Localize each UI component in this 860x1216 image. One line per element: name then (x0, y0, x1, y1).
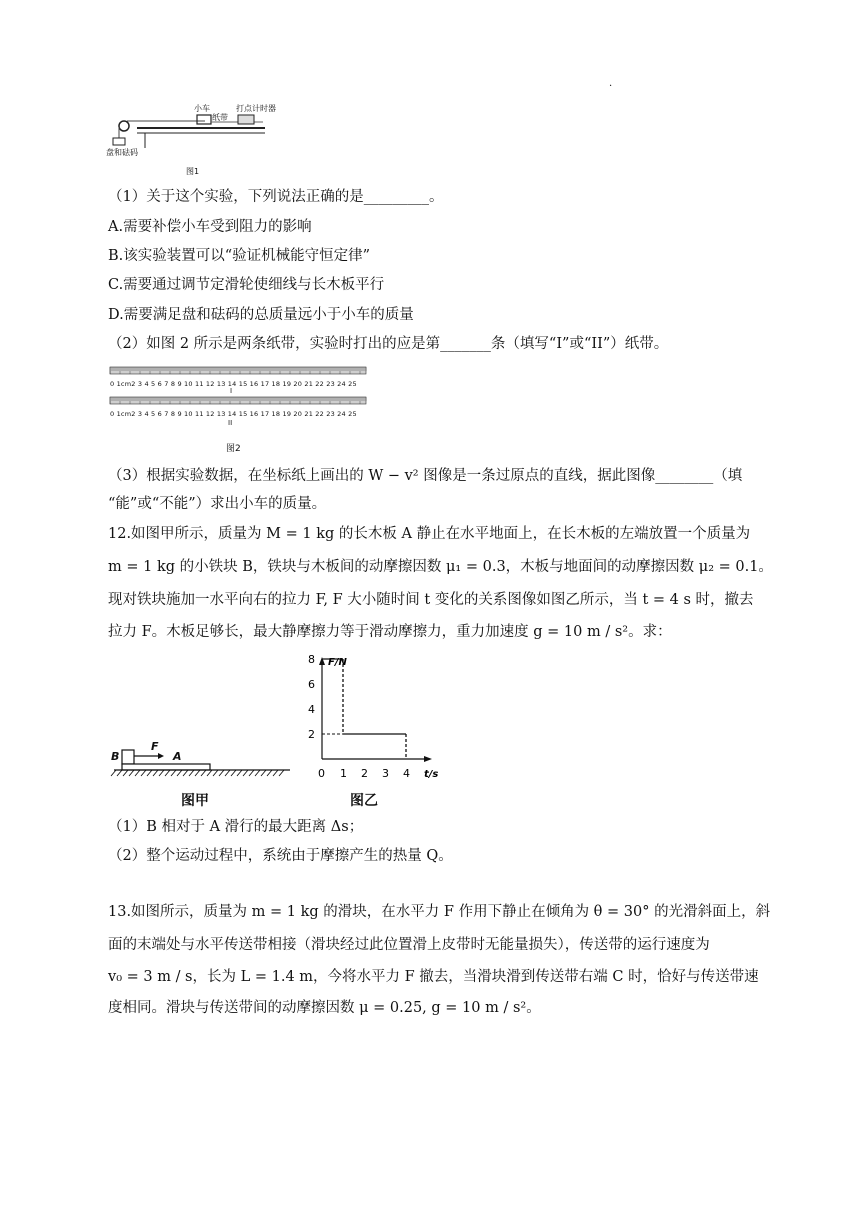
chart-ytick-label: 4 (308, 703, 315, 716)
ground-hatch (153, 770, 158, 776)
ground-hatch (165, 770, 170, 776)
fig1-label-timer: 打点计时器 (236, 104, 276, 113)
ground-hatch (279, 770, 284, 776)
q12-line1: 12.如图甲所示，质量为 M = 1 kg 的长木板 A 静止在水平地面上，在长木板的左端放置一个质量为 (108, 526, 751, 542)
q11-part2: （2）如图 2 所示是两条纸带，实验时打出的应是第_______条（填写“I”或“II”）纸带。 (108, 336, 669, 352)
chart-xtick-label: 4 (403, 767, 410, 780)
q12-line2: m = 1 kg 的小铁块 B，铁块与木板间的动摩擦因数 μ₁ = 0.3，木板与地面间的动摩擦因数 μ₂ = 0.1。 (108, 559, 773, 575)
q13-line2: 面的末端处与水平传送带相接（滑块经过此位置滑上皮带时无能量损失），传送带的运行速度为 (108, 937, 710, 953)
chart-xtick-label: 0 (318, 767, 325, 780)
ground-hatch (225, 770, 230, 776)
q11-part3-line2: “能”或“不能”）求出小车的质量。 (108, 496, 327, 512)
ground-hatch (159, 770, 164, 776)
ground-hatch (213, 770, 218, 776)
chart-x-arrow (424, 756, 432, 762)
ground-hatch (249, 770, 254, 776)
chart-y-arrow (319, 657, 325, 665)
fig2-tape-label-ii: II (228, 419, 233, 427)
fig-jia-label-a: A (173, 750, 182, 763)
q11-part1: （1）关于这个实验，下列说法正确的是_________。 (108, 189, 444, 205)
ground-hatch (135, 770, 140, 776)
ground-hatch (171, 770, 176, 776)
ground-hatch (219, 770, 224, 776)
fig-yi-caption: 图乙 (350, 793, 378, 809)
ground-hatch (273, 770, 278, 776)
q11-option-c: C.需要通过调节定滑轮使细线与长木板平行 (108, 277, 385, 293)
fig1-label-weights: 盘和砝码 (106, 148, 138, 157)
q12-sub1: （1）B 相对于 A 滑行的最大距离 Δs； (108, 819, 364, 835)
fig1-label-tape: 纸带 (212, 113, 228, 122)
ground-hatch (141, 770, 146, 776)
ground-hatch (111, 770, 116, 776)
ground-hatch (183, 770, 188, 776)
ground-hatch (123, 770, 128, 776)
ground-hatch (117, 770, 122, 776)
force-time-chart (300, 655, 440, 785)
ground-hatch (255, 770, 260, 776)
q11-part3-line1: （3）根据实验数据，在坐标纸上画出的 W − v² 图像是一条过原点的直线，据此图像________（填 (108, 468, 743, 484)
figure-jia-drawing (110, 740, 300, 780)
fig1-label-car: 小车 (194, 104, 210, 113)
ground-hatch (237, 770, 242, 776)
ground-hatch (261, 770, 266, 776)
fig-jia-label-f: F (151, 740, 159, 753)
ground-hatch (147, 770, 152, 776)
ground-hatch (207, 770, 212, 776)
chart-xtick-label: 2 (361, 767, 368, 780)
fig-jia-label-b: B (111, 750, 120, 763)
q12-line3: 现对铁块施加一水平向右的拉力 F, F 大小随时间 t 变化的关系图像如图乙所示，当 t = 4 s 时，撤去 (108, 592, 754, 608)
fig1-caption: 图1 (186, 167, 200, 176)
fig2-scale-upper: 0 1cm2 3 4 5 6 7 8 9 10 11 12 13 14 15 16 17 18 19 20 21 22 23 24 25 (110, 380, 357, 388)
header-dot: . (609, 78, 613, 89)
ground-hatch (201, 770, 206, 776)
ground-hatch (231, 770, 236, 776)
chart-xtick-label: 3 (382, 767, 389, 780)
ground-hatch (129, 770, 134, 776)
chart-ytick-label: 6 (308, 678, 315, 691)
q13-line3: v₀ = 3 m / s，长为 L = 1.4 m，今将水平力 F 撤去，当滑块滑到传送带右端 C 时，恰好与传送带速 (108, 969, 759, 985)
fig-jia-caption: 图甲 (181, 793, 209, 809)
ground-hatch (243, 770, 248, 776)
q12-line4: 拉力 F。木板足够长，最大静摩擦力等于滑动摩擦力，重力加速度 g = 10 m / s²。求： (108, 624, 672, 640)
q11-option-a: A.需要补偿小车受到阻力的影响 (108, 219, 312, 235)
chart-ytick-label: 2 (308, 728, 315, 741)
q13-line1: 13.如图所示，质量为 m = 1 kg 的滑块，在水平力 F 作用下静止在倾角为 θ = 30° 的光滑斜面上，斜 (108, 904, 771, 920)
q11-option-d: D.需要满足盘和砝码的总质量远小于小车的质量 (108, 307, 414, 323)
ground-hatch (189, 770, 194, 776)
ground-hatch (267, 770, 272, 776)
ground-hatch (195, 770, 200, 776)
q11-option-b: B.该实验装置可以“验证机械能守恒定律” (108, 248, 371, 264)
q12-sub2: （2）整个运动过程中，系统由于摩擦产生的热量 Q。 (108, 848, 453, 864)
chart-xlabel: t/s (424, 769, 439, 780)
ground-hatch (177, 770, 182, 776)
chart-ytick-label: 8 (308, 653, 315, 666)
fig2-scale-lower: 0 1cm2 3 4 5 6 7 8 9 10 11 12 13 14 15 16 17 18 19 20 21 22 23 24 25 (110, 410, 357, 418)
fig2-caption: 图2 (226, 444, 241, 454)
chart-xtick-label: 1 (340, 767, 347, 780)
fig2-tape-label-i: I (230, 387, 233, 395)
q13-line4: 度相同。滑块与传送带间的动摩擦因数 μ = 0.25, g = 10 m / s²。 (108, 1000, 541, 1016)
chart-ylabel: F/N (328, 657, 347, 668)
